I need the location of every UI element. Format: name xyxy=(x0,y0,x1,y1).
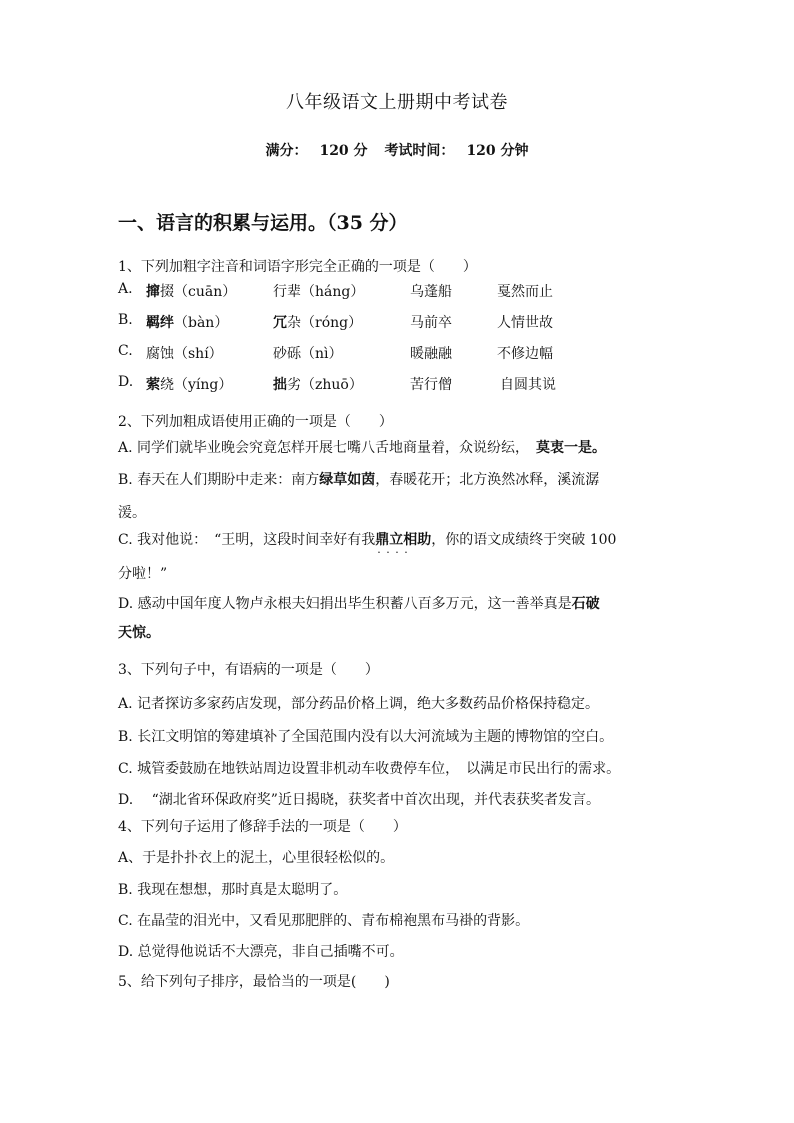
question-2-option-c: C. 我对他说： “王明，这段时间幸好有我鼎立相助 · · · ·，你的语文成绩终于突破 100 xyxy=(118,529,616,549)
question-2-stem: 2、下列加粗成语使用正确的一项是（ ） xyxy=(118,414,393,430)
option-label: A. xyxy=(118,281,133,297)
option-word-3: 暖融融 xyxy=(410,346,452,362)
option-word-1: 羁绊（bàn） xyxy=(146,315,229,331)
option-word-3: 马前卒 xyxy=(410,315,452,331)
question-4-option-c: C. 在晶莹的泪光中，又看见那肥胖的、青布棉袍黑布马褂的背影。 xyxy=(118,913,530,929)
exam-meta xyxy=(0,140,794,160)
option-word-2: 拙劣（zhuō） xyxy=(273,377,363,393)
question-2-option-b-cont: 湲。 xyxy=(118,505,146,521)
question-5-stem: 5、给下列句子排序，最恰当的一项是( ) xyxy=(118,974,390,990)
option-word-4: 人情世故 xyxy=(497,315,553,331)
full-score-label: 满分： xyxy=(265,143,308,159)
question-4-stem: 4、下列句子运用了修辞手法的一项是（ ） xyxy=(118,819,407,835)
page-title: 八年级语文上册期中考试卷 xyxy=(286,92,508,113)
question-2-option-a: A. 同学们就毕业晚会究竟怎样开展七嘴八舌地商量着，众说纷纭， 莫衷一是。 xyxy=(118,440,607,456)
option-label: D. xyxy=(118,374,134,390)
full-score-value: 120 分 xyxy=(319,143,368,159)
option-word-3: 苦行僧 xyxy=(410,377,452,393)
question-2-option-c-cont: 分啦！” xyxy=(118,566,168,582)
option-word-1: 萦绕（yíng） xyxy=(146,377,233,393)
option-label: C. xyxy=(118,343,133,359)
time-value: 120 分钟 xyxy=(466,143,529,159)
question-3-option-a: A. 记者探访多家药店发现，部分药品价格上调，绝大多数药品价格保持稳定。 xyxy=(118,696,600,712)
question-2-option-d-cont: 天惊。 xyxy=(118,625,160,641)
question-2-option-b: B. 春天在人们期盼中走来：南方绿草如茵，春暖花开；北方涣然冰释，溪流潺 xyxy=(118,472,600,488)
option-word-2: 砂砾（nì） xyxy=(273,346,343,362)
section-heading: 一、语言的积累与运用。（35 分） xyxy=(118,212,408,234)
option-word-2: 冗杂（róng） xyxy=(273,315,363,331)
option-word-4: 戛然而止 xyxy=(497,284,553,300)
question-4-option-b: B. 我现在想想，那时真是太聪明了。 xyxy=(118,882,348,898)
option-word-4: 自圆其说 xyxy=(500,377,556,393)
question-2-option-d: D. 感动中国年度人物卢永根夫妇捐出毕生积蓄八百多万元，这一善举真是石破 xyxy=(118,596,600,612)
option-word-3: 乌蓬船 xyxy=(410,284,452,300)
question-3-option-d: D. “湖北省环保政府奖”近日揭晓，获奖者中首次出现，并代表获奖者发言。 xyxy=(118,792,600,808)
question-3-stem: 3、下列句子中，有语病的一项是（ ） xyxy=(118,662,379,678)
question-3-option-b: B. 长江文明馆的筹建填补了全国范围内没有以大河流域为主题的博物馆的空白。 xyxy=(118,729,614,745)
question-4-option-d: D. 总觉得他说话不大漂亮，非自己插嘴不可。 xyxy=(118,944,404,960)
question-3-option-c: C. 城管委鼓励在地铁站周边设置非机动车收费停车位， 以满足市民出行的需求。 xyxy=(118,761,621,777)
question-4-option-a: A、于是扑扑衣上的泥土，心里很轻松似的。 xyxy=(118,850,395,866)
question-1-stem: 1、下列加粗字注音和词语字形完全正确的一项是（ ） xyxy=(118,259,477,275)
option-word-1: 腐蚀（shí） xyxy=(146,346,223,362)
option-word-2: 行辈（háng） xyxy=(273,284,365,300)
option-label: B. xyxy=(118,312,133,328)
time-label: 考试时间： xyxy=(384,143,455,159)
option-word-1: 撺掇（cuān） xyxy=(146,284,237,300)
option-word-4: 不修边幅 xyxy=(497,346,553,362)
